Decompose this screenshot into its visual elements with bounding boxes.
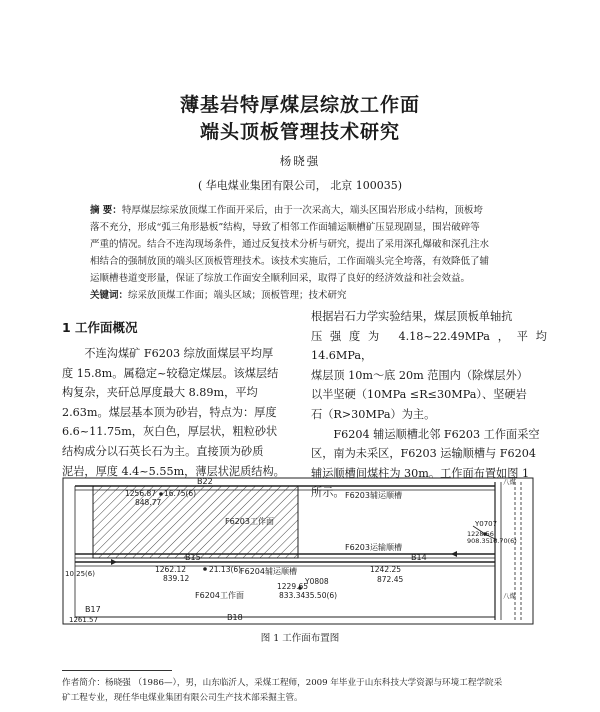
label-b18: B18 <box>227 613 243 622</box>
label-elev-1c: 848.77 <box>135 498 162 507</box>
text-line: 构复杂，夹矸总厚度最大 8.89m，平均 <box>62 386 258 400</box>
abstract-line: 相结合的强制放顶的端头区顶板管理技术。该技术实施后，工作面端头完全垮落，有效降低了辅 <box>90 256 490 267</box>
label-elev-5c: 35.50(6) <box>305 591 338 600</box>
footnote-divider <box>62 670 172 671</box>
abstract-label: 摘 要： <box>90 205 122 216</box>
label-y0808: Y0808 <box>305 577 329 586</box>
arrow-icon <box>451 551 457 557</box>
abstract <box>90 202 520 304</box>
left-column-text <box>62 344 298 481</box>
abstract-line: 严重的情况。结合不连沟现场条件，通过反复技术分析与研究，提出了采用深孔爆破和深孔注水 <box>90 239 490 250</box>
label-y0707: Y0707 <box>475 520 498 528</box>
label-f6203-face: F6203工作面 <box>225 517 274 526</box>
keywords-line <box>90 287 520 304</box>
arrow-icon <box>111 559 117 565</box>
layout-diagram <box>55 474 545 626</box>
text-line: 不连沟煤矿 F6203 综放面煤层平均厚 <box>84 347 274 360</box>
label-b15: B15 <box>185 553 201 562</box>
label-elev-2b: 908.35 <box>467 537 490 545</box>
footnote-line: 矿工程专业，现任华电煤业集团有限公司生产技术部采掘主管。 <box>62 693 303 703</box>
text-line: 石（R>30MPa）为主。 <box>311 407 436 421</box>
affiliation: ( 华电煤业集团有限公司， 北京 100035) <box>197 179 403 192</box>
text-line: 煤层顶 10m～底 20m 范围内（除煤层外） <box>311 368 528 382</box>
abstract-line: 摘 要：特厚煤层综采放顶煤工作面开采后，由于一次采高大，端头区围岩形成小结构，顶板垮 <box>90 205 483 216</box>
footnote <box>62 676 552 706</box>
author: 杨晓强 <box>279 154 321 168</box>
label-elev-2a: 1228.56 <box>467 530 494 538</box>
borehole-dot <box>203 567 207 571</box>
text-line: 以半坚硬（10MPa ≤R≤30MPa）、坚硬岩 <box>311 388 527 402</box>
label-elev-1a: 1256.87 <box>125 489 157 498</box>
text-line: F6204 辅运顺槽北邻 F6203 工作面采空 <box>333 427 540 441</box>
text-line: 泥岩，厚度 4.4~5.55m，薄层状泥质结构。 <box>62 464 285 478</box>
text-line: 根据岩石力学实验结果，煤层顶板单轴抗 <box>311 310 513 323</box>
label-f6204-face: F6204工作面 <box>195 591 244 600</box>
figure-working-face-layout <box>55 474 545 626</box>
label-elev-3b: 21.13(6) <box>209 565 242 574</box>
text-line: 所示。 <box>311 486 345 500</box>
label-f6204-aux: F6204辅运顺槽 <box>240 567 297 576</box>
text-line: 结构成分以石英长石为主。直接顶为砂质 <box>62 444 264 458</box>
label-elev-2c: 16.70(6) <box>489 537 517 545</box>
label-right-1: 八煤 <box>503 478 516 486</box>
figure-caption: 图 1 工作面布置图 <box>260 633 340 644</box>
text-line: 2.63m。煤层基本顶为砂岩，特点为：厚度 <box>62 405 277 419</box>
label-elev-3c: 839.12 <box>163 574 190 583</box>
paper-title-line2: 端头顶板管理技术研究 <box>199 121 400 143</box>
label-f6203-trans: F6203运输顺槽 <box>345 543 402 552</box>
label-b14: B14 <box>411 553 427 562</box>
label-elev-4b: 872.45 <box>377 575 404 584</box>
section-heading: 1 工作面概况 <box>62 320 138 335</box>
label-elev-5b: 833.34 <box>279 591 306 600</box>
label-elev-3a: 1262.12 <box>155 565 187 574</box>
label-elev-4a: 1242.25 <box>370 565 402 574</box>
text-line: 区，南为未采区，F6203 运输顺槽与 F6204 <box>311 447 537 461</box>
text-line: 压强度为 4.18~22.49MPa，平均 14.6MPa， <box>311 329 547 363</box>
footnote-line: 作者简介：杨晓强 （1986—），男，山东临沂人，采煤工程师，2009 年毕业于山东科技大学资源与环境工程学院采 <box>62 678 503 688</box>
label-right-2: 八煤 <box>503 592 516 600</box>
paper-title-line1: 薄基岩特厚煤层综放工作面 <box>179 94 420 116</box>
text-line: 度 15.8m。属稳定~较稳定煤层。该煤层结 <box>62 366 279 380</box>
text-line: 6.6~11.75m，灰白色，厚层状，粗粒砂状 <box>62 425 278 439</box>
abstract-line: 运顺槽巷道变形量，保证了综放工作面安全顺利回采，取得了良好的经济效益和社会效益。 <box>90 273 471 284</box>
keywords-label: 关键词： <box>90 290 129 301</box>
label-elev-6: 1261.57 <box>69 616 98 624</box>
borehole-dot <box>159 492 163 496</box>
label-b22: B22 <box>197 477 213 486</box>
label-elev-5a: 1229.65 <box>277 582 309 591</box>
keywords: 综采放顶煤工作面；端头区域；顶板管理；技术研究 <box>128 290 347 301</box>
abstract-line: 落不充分，形成“弧三角形悬板”结构，导致了相邻工作面辅运顺槽矿压显现剧显，围岩破碎等 <box>90 222 480 233</box>
label-left-val: 10.25(6) <box>65 570 95 578</box>
label-f6203-aux: F6203辅运顺槽 <box>345 491 402 500</box>
label-elev-1b: 16.75(6) <box>164 489 197 498</box>
label-b17: B17 <box>85 605 101 614</box>
text-line: 辅运顺槽间煤柱为 30m。工作面布置如图 1 <box>311 466 530 480</box>
